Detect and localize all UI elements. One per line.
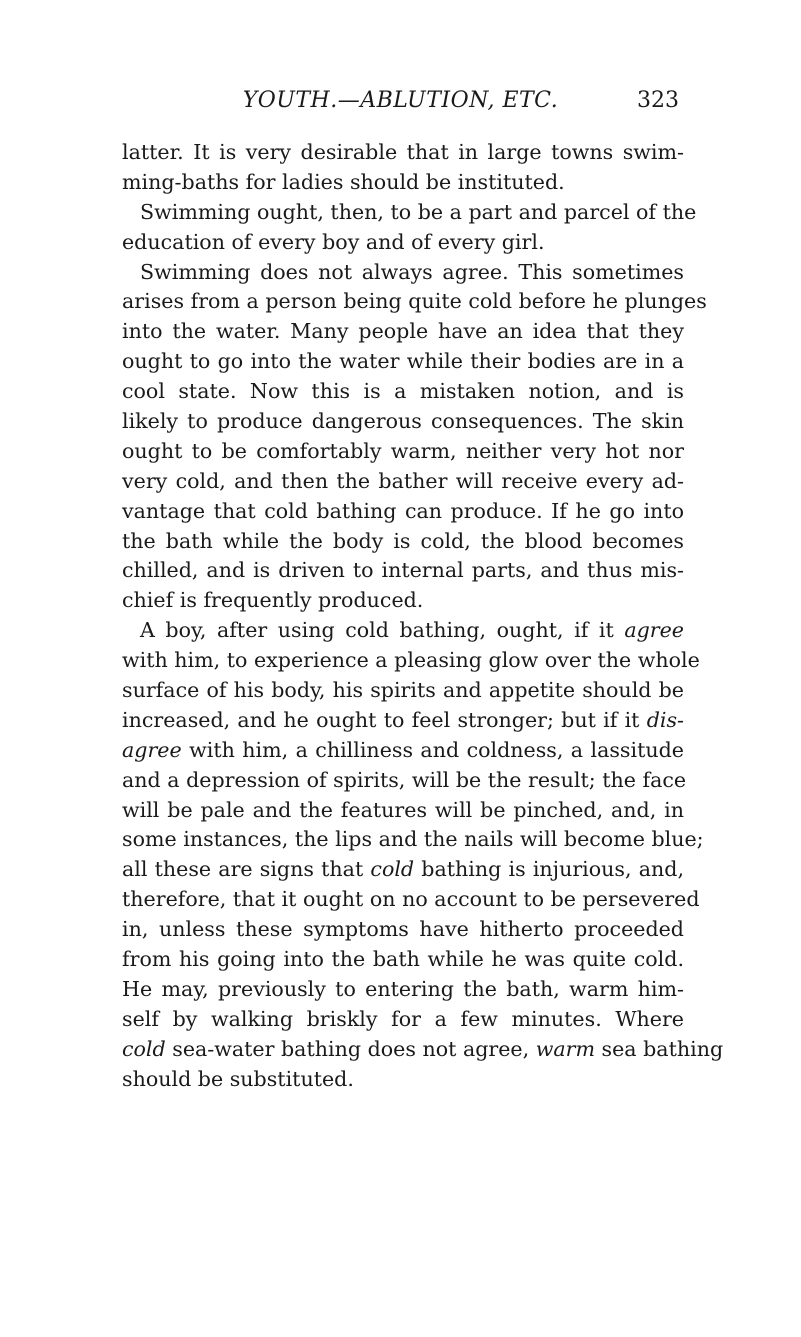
text-line: latter. It is very desirable that in large towns swim- [122, 140, 684, 164]
text-line: some instances, the lips and the nails will become blue; [122, 827, 704, 852]
italic-run: warm [535, 1036, 595, 1061]
text-line [122, 1035, 724, 1065]
running-head [0, 88, 801, 124]
text-line: with him, to experience a pleasing glow over the whole [122, 648, 700, 673]
text-run: A boy, after using cold bathing, ought, if it [140, 618, 625, 643]
text-line: He may, previously to entering the bath, warm him- [122, 976, 684, 1001]
text-line: therefore, that it ought on no account to be persevered [122, 887, 700, 912]
text-line: will be pale and the features will be pinched, and, in [122, 797, 684, 822]
text-line: chief is frequently produced. [122, 588, 424, 613]
italic-run: cold [122, 1036, 166, 1061]
text-line: chilled, and is driven to internal parts, and thus mis- [122, 558, 684, 583]
text-line: cool state. Now this is a mistaken notion, and is [122, 379, 684, 404]
text-line: vantage that cold bathing can produce. If he go into [122, 498, 684, 523]
text-line [122, 736, 684, 766]
italic-run: agree [122, 737, 182, 762]
text-line: into the water. Many people have an idea that they [122, 319, 684, 344]
text-line [122, 616, 684, 646]
text-line [122, 706, 684, 736]
text-run: sea-water bathing does not agree, [165, 1036, 536, 1061]
text-line: ought to be comfortably warm, neither very hot nor [122, 438, 684, 463]
text-line: likely to produce dangerous consequences. The skin [122, 409, 684, 434]
text-line: ming-baths for ladies should be instituted. [122, 169, 565, 194]
text-line: very cold, and then the bather will receive every ad- [122, 468, 684, 493]
text-line: in, unless these symptoms have hitherto proceeded [122, 917, 684, 942]
body-text [122, 138, 724, 1095]
text-line: Swimming does not always agree. This sometimes [140, 259, 684, 284]
text-line: from his going into the bath while he was quite cold. [122, 947, 684, 972]
text-line: ought to go into the water while their bodies are in a [122, 349, 684, 374]
italic-run: agree [624, 618, 684, 643]
italic-run: dis- [646, 707, 684, 732]
text-run: with him, a chilliness and coldness, a lassitude [181, 737, 684, 762]
text-line: arises from a person being quite cold before he plunges [122, 289, 707, 314]
text-line: self by walking briskly for a few minutes. Where [122, 1006, 684, 1031]
text-line: should be substituted. [122, 1066, 354, 1091]
running-title: YOUTH.—ABLUTION, ETC. [242, 88, 559, 113]
text-run: bathing is injurious, and, [414, 857, 684, 882]
text-line: the bath while the body is cold, the blood becomes [122, 528, 684, 553]
text-line: Swimming ought, then, to be a part and parcel of the [140, 199, 697, 224]
text-line: surface of his body, his spirits and appetite should be [122, 678, 684, 703]
text-line [122, 855, 684, 885]
italic-run: cold [370, 857, 415, 882]
page-number: 323 [637, 88, 679, 113]
text-line: and a depression of spirits, will be the result; the face [122, 767, 687, 792]
text-run: all these are signs that [122, 857, 371, 882]
text-run: sea bathing [595, 1036, 724, 1061]
text-line: education of every boy and of every girl. [122, 229, 545, 254]
text-run: increased, and he ought to feel stronger; but if it [122, 707, 647, 732]
